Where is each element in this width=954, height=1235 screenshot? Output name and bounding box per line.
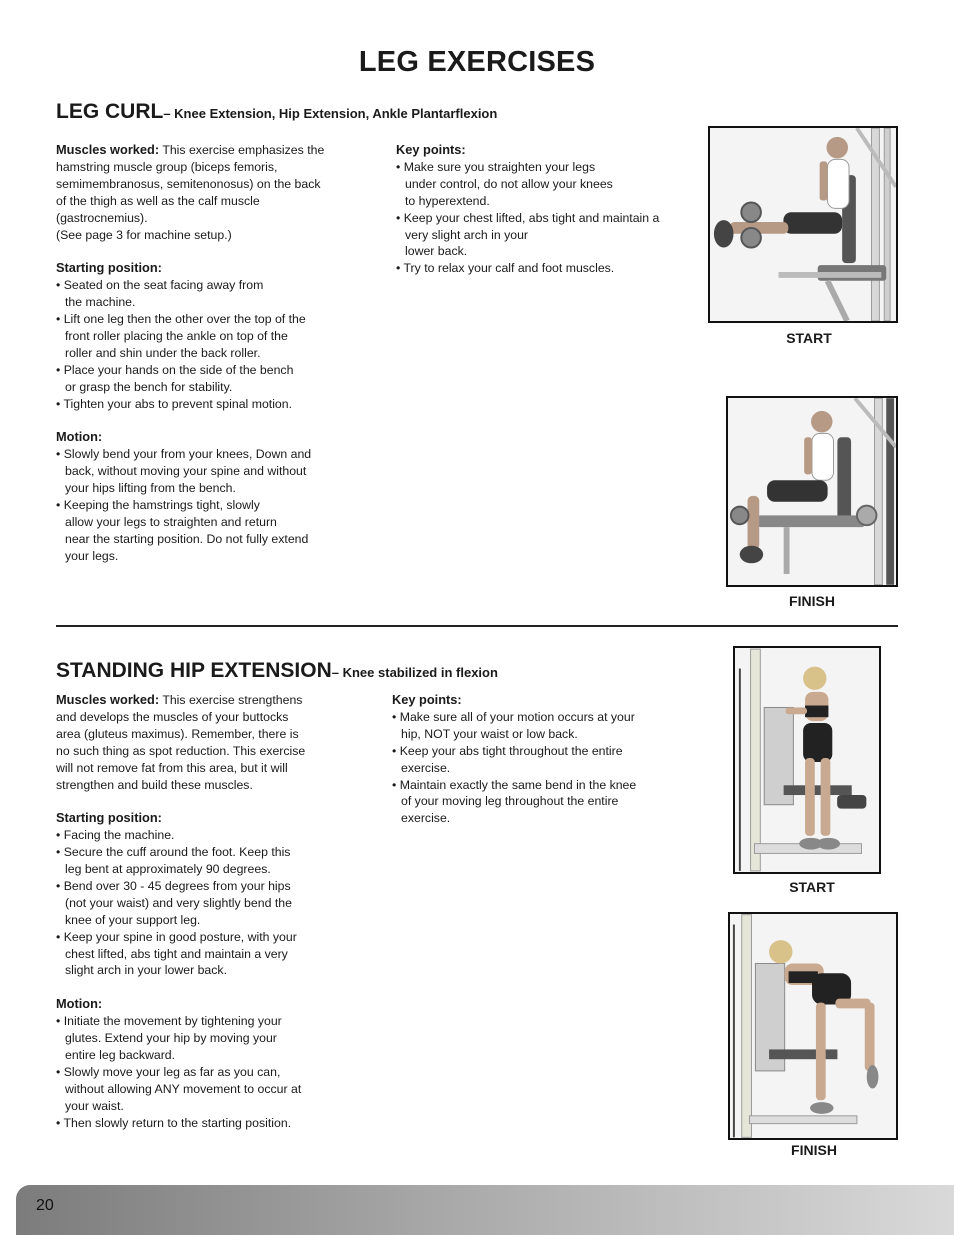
hip-extension-finish-illustration [730,914,896,1138]
hip-extension-motion-item: • Then slowly return to the starting position. [56,1115,292,1130]
hip-extension-heading [56,659,498,683]
leg-curl-starting-item: • Lift one leg then the other over the top of the [56,312,306,327]
hip-extension-muscles-line: area (gluteus maximus). Remember, there is [56,726,299,741]
leg-curl-muscles-paragraph [56,142,376,159]
hip-extension-subtitle: – Knee stabilized in flexion [331,665,498,680]
leg-curl-finish-caption: FINISH [789,593,835,609]
leg-curl-muscles-line: (gastrocnemius). [56,210,148,225]
leg-curl-starting-item: roller and shin under the back roller. [65,345,261,360]
hip-extension-muscles-label: Muscles worked: [56,692,160,707]
hip-extension-left-column [56,692,376,1132]
leg-curl-muscles-line: This exercise emphasizes the [159,143,325,157]
hip-extension-starting-item: • Keep your spine in good posture, with your [56,929,297,944]
hip-extension-motion-item: • Initiate the movement by tightening your [56,1014,282,1029]
leg-curl-motion-item: • Slowly bend your from your knees, Down and [56,447,312,462]
leg-curl-finish-photo [726,396,898,587]
hip-extension-motion-label: Motion: [56,996,103,1012]
footer-bar [16,1185,954,1235]
leg-curl-key-point: under control, do not allow your knees [405,176,613,191]
hip-extension-starting-item: knee of your support leg. [65,912,201,927]
leg-curl-key-points [396,142,696,277]
hip-extension-key-points-label: Key points: [392,692,462,707]
hip-extension-starting-item: chest lifted, abs tight and maintain a very [65,946,288,961]
hip-extension-starting-item: slight arch in your lower back. [65,963,227,978]
leg-curl-motion-item: • Keeping the hamstrings tight, slowly [56,498,260,512]
leg-curl-starting-label: Starting position: [56,260,162,276]
hip-extension-key-point: exercise. [401,811,451,826]
hip-extension-muscles-paragraph [56,692,376,709]
hip-extension-muscles-line: will not remove fat from this area, but it will [56,760,288,775]
hip-extension-muscles-line: no such thing as spot reduction. This exercise [56,743,306,758]
leg-curl-motion-item: allow your legs to straighten and return [65,514,277,529]
hip-extension-key-point: of your moving leg throughout the entire [401,794,619,809]
leg-curl-motion-label: Motion: [56,429,103,445]
hip-extension-muscles-line: and develops the muscles of your buttocks [56,709,289,724]
leg-curl-key-point: • Keep your chest lifted, abs tight and maintain a [396,210,660,225]
leg-curl-start-illustration [710,128,896,321]
hip-extension-finish-photo [728,912,898,1140]
leg-curl-muscles-line: of the thigh as well as the calf muscle [56,193,260,208]
leg-curl-muscles-line: hamstring muscle group (biceps femoris, [56,159,278,174]
leg-curl-starting-item: or grasp the bench for stability. [65,379,233,394]
hip-extension-key-point: • Keep your abs tight throughout the entire [392,743,623,758]
leg-curl-muscles-line: semimembranosus, semitenonosus) on the back [56,176,321,191]
leg-curl-starting-item: • Tighten your abs to prevent spinal motion. [56,396,293,411]
leg-curl-key-point: • Make sure you straighten your legs [396,159,596,174]
hip-extension-motion-item: glutes. Extend your hip by moving your [65,1031,277,1046]
hip-extension-starting-item: • Secure the cuff around the foot. Keep this [56,845,291,860]
leg-curl-start-photo [708,126,898,323]
hip-extension-start-caption: START [789,879,835,895]
hip-extension-starting-item: • Facing the machine. [56,828,175,843]
leg-curl-key-points-label: Key points: [396,142,466,157]
leg-curl-key-point: • Try to relax your calf and foot muscles. [396,261,615,276]
hip-extension-muscles-line: This exercise strengthens [159,693,303,707]
hip-extension-start-illustration [735,648,879,872]
leg-curl-motion-item: back, without moving your spine and without [65,464,307,479]
hip-extension-key-point: exercise. [401,760,451,775]
leg-curl-subtitle: – Knee Extension, Hip Extension, Ankle Plantarflexion [163,106,498,121]
leg-curl-left-column [56,142,376,565]
leg-curl-finish-illustration [728,398,896,585]
hip-extension-motion-item: your waist. [65,1098,124,1113]
leg-curl-key-point: to hyperextend. [405,193,490,208]
leg-curl-start-caption: START [786,330,832,346]
hip-extension-key-point: hip, NOT your waist or low back. [401,726,578,741]
hip-extension-starting-item: • Bend over 30 - 45 degrees from your hips [56,878,291,893]
hip-extension-motion-item: without allowing ANY movement to occur at [65,1081,302,1096]
leg-curl-starting-item: the machine. [65,295,136,310]
hip-extension-key-point: • Make sure all of your motion occurs at your [392,709,635,724]
leg-curl-heading [56,100,497,124]
leg-curl-starting-item: • Place your hands on the side of the bench [56,362,294,377]
hip-extension-starting-label: Starting position: [56,810,162,826]
section-divider [56,625,898,627]
leg-curl-motion-item: near the starting position. Do not fully extend [65,531,309,546]
leg-curl-starting-item: • Seated on the seat facing away from [56,278,264,293]
leg-curl-title: LEG CURL [56,100,164,123]
hip-extension-start-photo [733,646,881,874]
hip-extension-motion-item: entire leg backward. [65,1048,176,1062]
page-number: 20 [36,1197,54,1214]
hip-extension-title: STANDING HIP EXTENSION [56,659,332,682]
leg-curl-key-point: very slight arch in your [405,227,529,242]
page-title: LEG EXERCISES [358,46,596,78]
leg-curl-muscles-label: Muscles worked: [56,142,160,157]
leg-curl-muscles-line: (See page 3 for machine setup.) [56,227,232,242]
leg-curl-starting-item: front roller placing the ankle on top of the [65,328,288,343]
hip-extension-key-point: • Maintain exactly the same bend in the knee [392,777,637,792]
leg-curl-motion-item: your legs. [65,548,119,563]
hip-extension-finish-caption: FINISH [791,1142,837,1158]
hip-extension-motion-item: • Slowly move your leg as far as you can, [56,1064,281,1079]
leg-curl-motion-item: your hips lifting from the bench. [65,481,236,496]
hip-extension-key-points [392,692,692,827]
hip-extension-muscles-line: strengthen and build these muscles. [56,777,253,792]
hip-extension-starting-item: (not your waist) and very slightly bend the [65,895,292,910]
hip-extension-starting-item: leg bent at approximately 90 degrees. [65,862,271,877]
leg-curl-key-point: lower back. [405,244,468,259]
